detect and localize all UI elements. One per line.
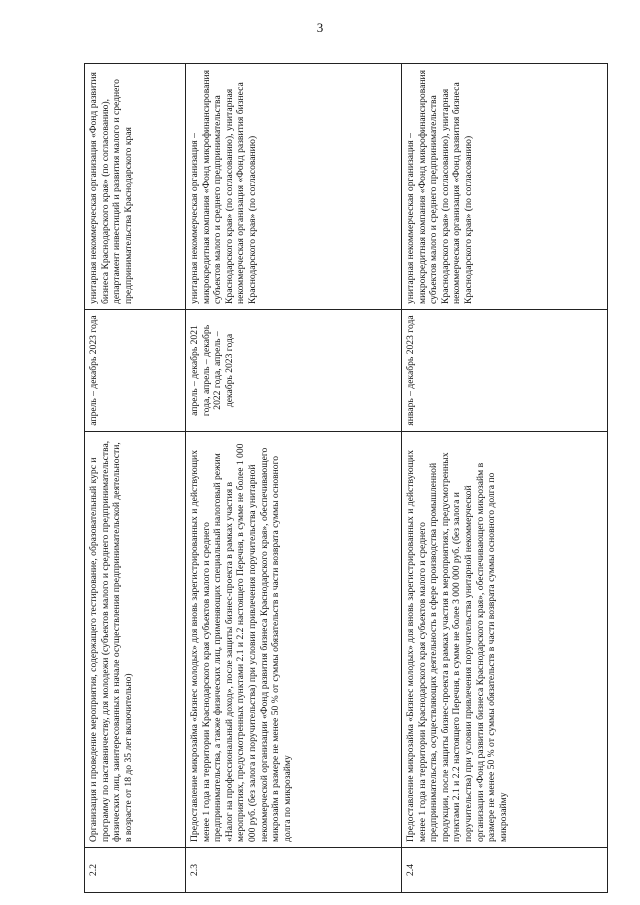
measure-executor: унитарная некоммерческая организация – микрокредитная компания «Фонд микрофинансирования субъектов малого и среднего предпринимательства Краснодарского края» (по согласованию), унитарная некоммерческая организация «Фонд развития бизнеса Краснодарского края» (по согласованию): [186, 64, 402, 310]
measure-description: Предоставление микрозайма «Бизнес молодых» для вновь зарегистрированных и действующих менее 1 года на территории Краснодарского края субъектов малого и среднего предпринимательства, осуществляющих деятельность в сфере производства промышленной продукции, после защиты бизнес-проекта в рамках участия в мероприятиях, предусмотренных пунктами 2.1 и 2.2 настоящего Перечня, в сумме не более 3 000 000 руб. (без залога и поручительства) при условии привлечения поручительства унитарной некоммерческой организации «Фонд развития бизнеса Краснодарского края», обеспечивающего микрозайм в размере не менее 50 % от суммы обязательств в части возврата суммы основного долга по микрозайму: [402, 432, 608, 848]
measure-executor: унитарная некоммерческая организация «Фонд развития бизнеса Краснодарского края» (по согласованию), департамент инвестиций и развития малого и среднего предпринимательства Краснодарского края: [85, 64, 186, 310]
row-number: 2.3: [186, 848, 402, 893]
row-number: 2.2: [85, 848, 186, 893]
measures-table: [84, 63, 608, 893]
rotated-table-container: [84, 64, 607, 893]
measure-term: апрель – декабрь 2021 года, апрель – декабрь 2022 года, апрель – декабрь 2023 года: [186, 310, 402, 432]
measure-description: Организация и проведение мероприятия, содержащего тестирование, образовательный курс и программу по наставничеству, для молодежи (субъектов малого и среднего предпринимательства, физических лиц, заинтересованных в начале осуществления предпринимательской деятельности, в возрасте от 18 до 35 лет включительно): [85, 432, 186, 848]
measure-term: январь – декабрь 2023 года: [402, 310, 608, 432]
table-row: [402, 64, 608, 893]
page-number: 3: [316, 20, 324, 35]
table-row: [85, 64, 186, 893]
measure-description: Предоставление микрозайма «Бизнес молодых» для вновь зарегистрированных и действующих менее 1 года на территории Краснодарского края субъектов малого и среднего предпринимательства, а также физических лиц, применяющих специальный налоговый режим «Налог на профессиональный доход», после защиты бизнес-проекта в рамках участия в мероприятиях, предусмотренных пунктами 2.1 и 2.2 настоящего Перечня, в сумме не более 1 000 000 руб. (без залога и поручительства) при условии привлечения поручительства унитарной некоммерческой организации «Фонд развития бизнеса Краснодарского края», обеспечивающего микрозайм в размере не менее 50 % от суммы обязательств в части возврата суммы основного долга по микрозайму: [186, 432, 402, 848]
measure-term: апрель – декабрь 2023 года: [85, 310, 186, 432]
measure-executor: унитарная некоммерческая организация – микрокредитная компания «Фонд микрофинансирования субъектов малого и среднего предпринимательства Краснодарского края» (по согласованию), унитарная некоммерческая организация «Фонд развития бизнеса Краснодарского края» (по согласованию): [402, 64, 608, 310]
table-row: [186, 64, 402, 893]
row-number: 2.4: [402, 848, 608, 893]
